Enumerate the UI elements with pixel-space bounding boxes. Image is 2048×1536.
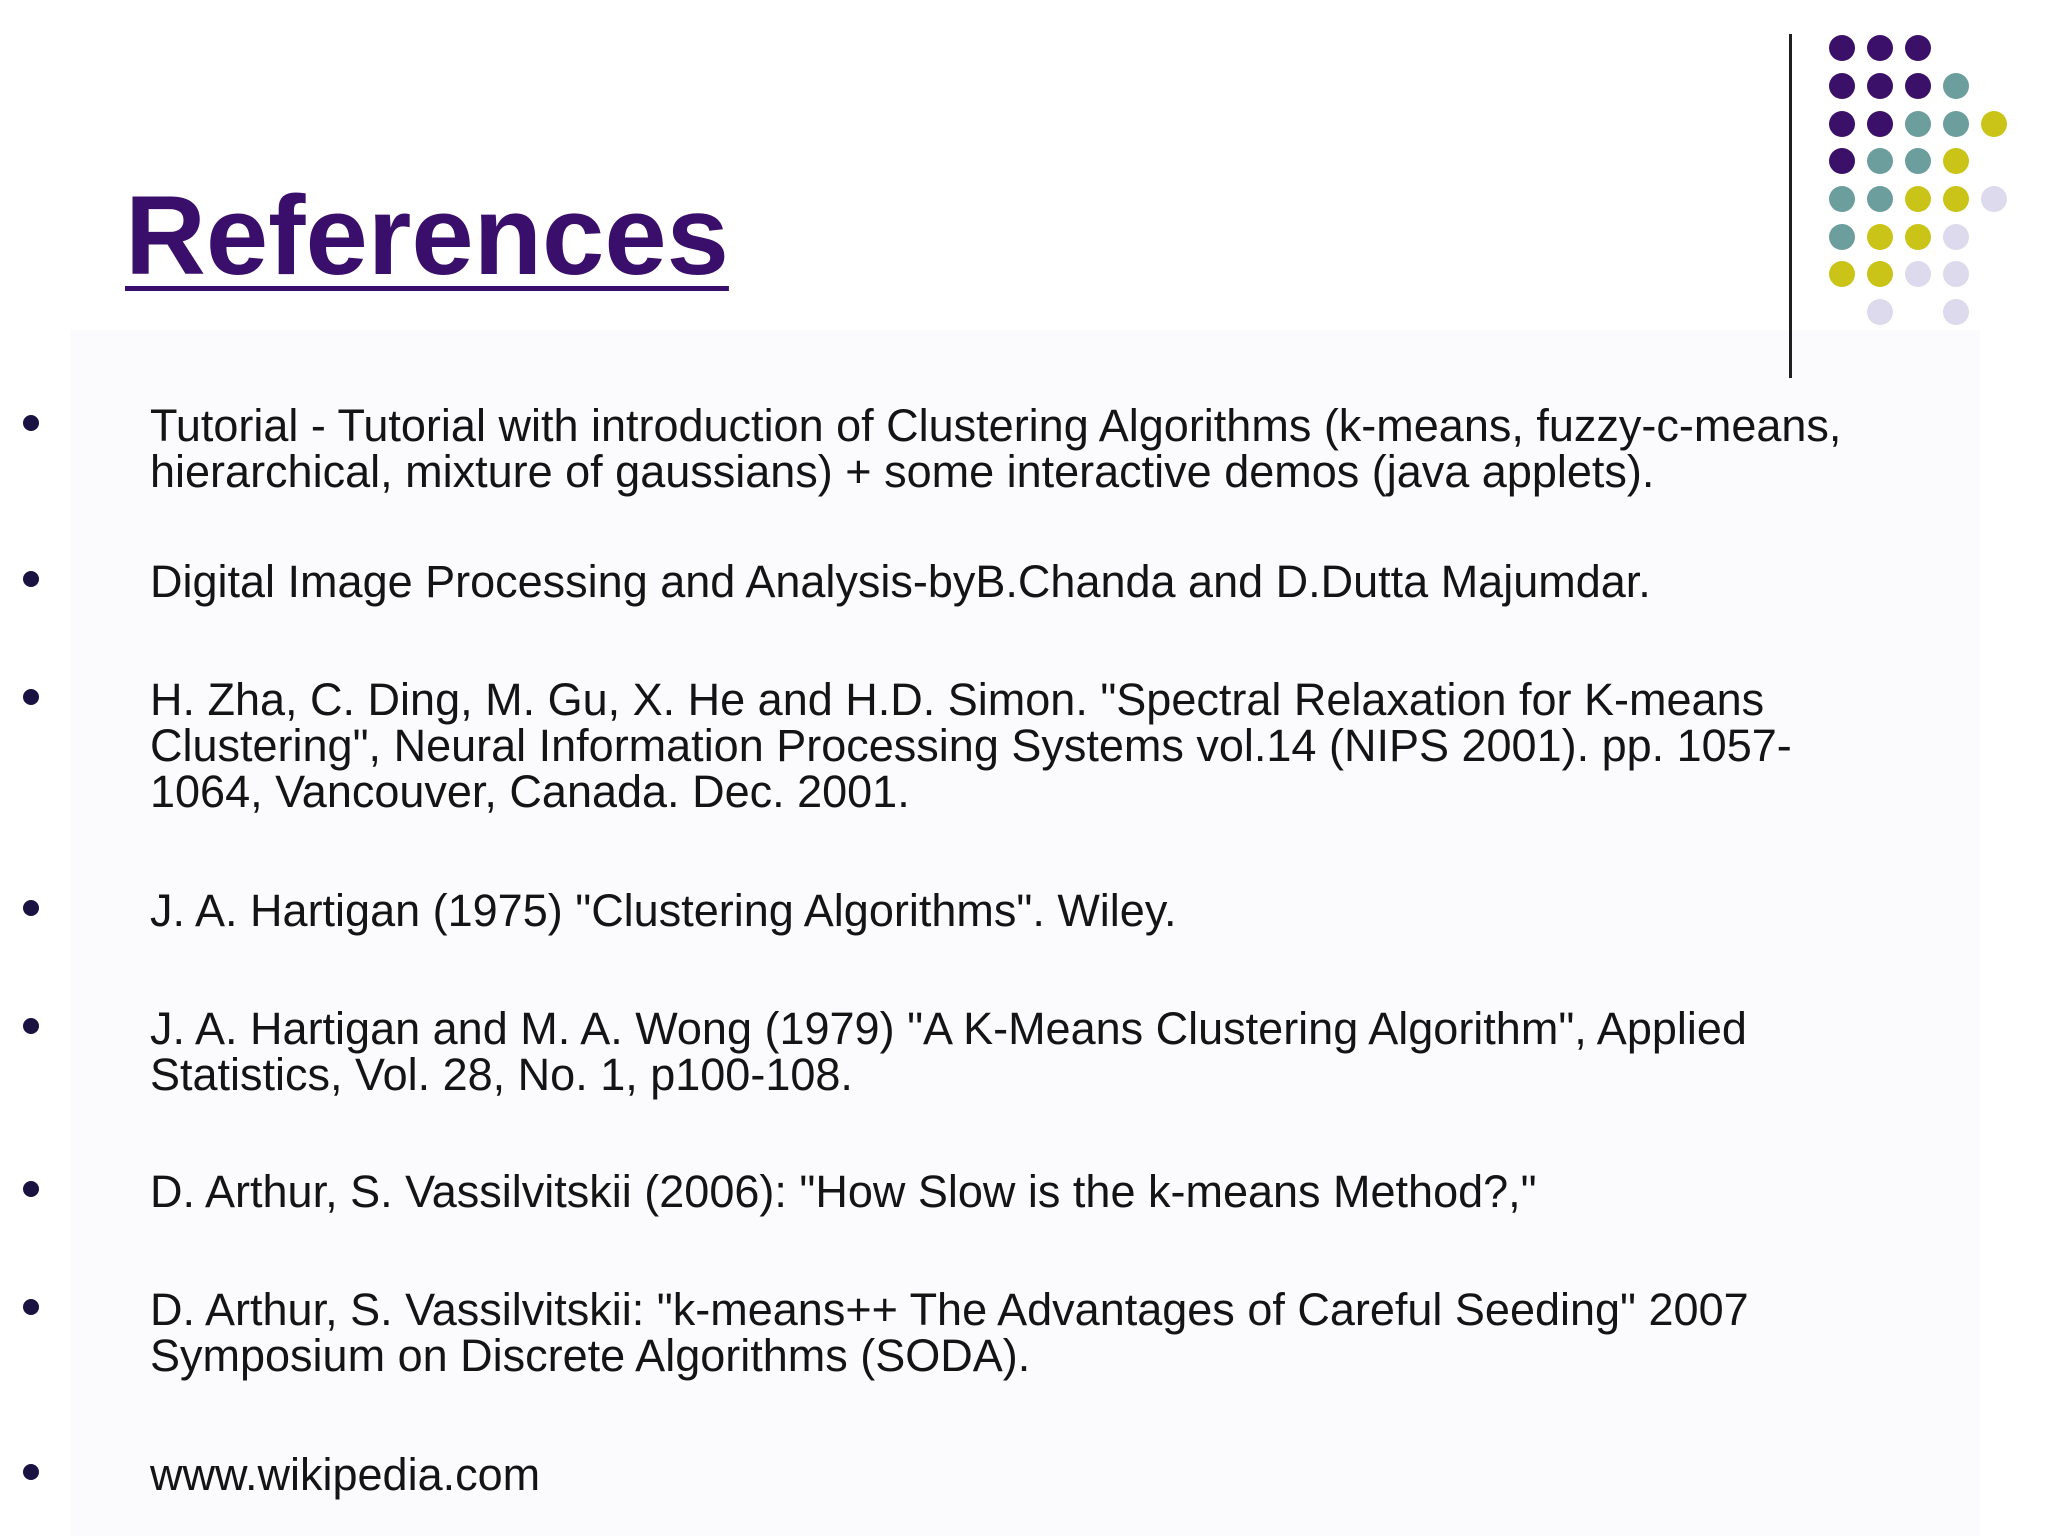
reference-text: D. Arthur, S. Vassilvitskii: "k-means++ The Advantages of Careful Seeding" 2007 Symposium on Discrete Algorithms (SODA). (150, 1284, 1749, 1381)
reference-text: Digital Image Processing and Analysis-byB.Chanda and D.Dutta Majumdar. (150, 556, 1651, 607)
reference-text: Tutorial - Tutorial with introduction of Clustering Algorithms (k-means, fuzzy-c-means, hierarchical, mixture of gaussians) + some interactive demos (java applets). (150, 400, 1842, 497)
bullet-icon (23, 689, 39, 705)
bullet-icon (23, 415, 39, 431)
bullet-icon (23, 900, 39, 916)
bullet-icon (23, 1464, 39, 1480)
reference-text: J. A. Hartigan and M. A. Wong (1979) "A K-Means Clustering Algorithm", Applied Statistics, Vol. 28, No. 1, p100-108. (150, 1003, 1747, 1100)
slide-title: References (125, 173, 729, 298)
reference-text: www.wikipedia.com (150, 1449, 541, 1500)
reference-text: H. Zha, C. Ding, M. Gu, X. He and H.D. Simon. "Spectral Relaxation for K-means Clustering", Neural Information Processing Systems vol.14 (NIPS 2001). pp. 1057- 1064, Vancouver, Canada. Dec. 2001. (150, 674, 1792, 817)
reference-text: D. Arthur, S. Vassilvitskii (2006): "How Slow is the k-means Method?," (150, 1166, 1537, 1217)
bullet-icon (23, 1018, 39, 1034)
bullet-icon (23, 1181, 39, 1197)
reference-text: J. A. Hartigan (1975) "Clustering Algorithms". Wiley. (150, 885, 1177, 936)
bullet-icon (23, 571, 39, 587)
bullet-icon (23, 1299, 39, 1315)
